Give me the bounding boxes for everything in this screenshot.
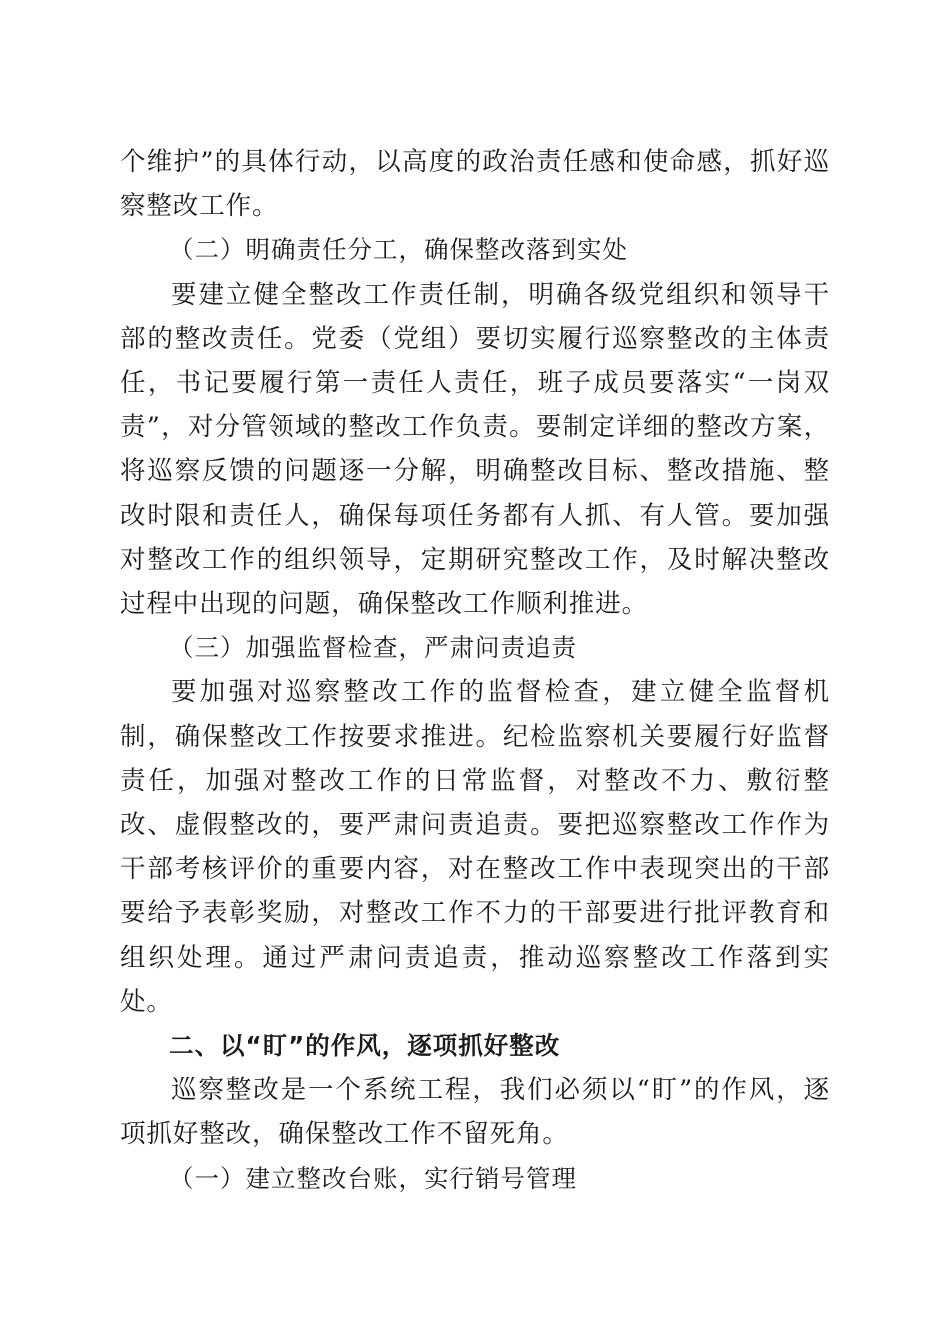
body-paragraph-system-project: 巡察整改是一个系统工程，我们必须以“盯”的作风，逐项抓好整改，确保整改工作不留死角。 — [120, 1075, 830, 1150]
section-heading-ding-style: 二、以“盯”的作风，逐项抓好整改 — [169, 1031, 561, 1061]
body-paragraph-responsibility: 要建立健全整改工作责任制，明确各级党组织和领导干部的整改责任。党委（党组）要切实履行巡察整改的主体责任，书记要履行第一责任人责任，班子成员要落实“一岗双责”，对分管领域的整改工作负责。要制定详细的整改方案，将巡察反馈的问题逐一分解，明确整改目标、整改措施、整改时限和责任人，确保每项任务都有人抓、有人管。要加强对整改工作的组织领导，定期研究整改工作，及时解决整改过程中出现的问题，确保整改工作顺利推进。 — [120, 279, 830, 620]
document-body — [120, 140, 830, 1201]
subheading-supervision: （三）加强监督检查，严肃问责追责 — [169, 633, 577, 663]
body-paragraph-continued: 个维护”的具体行动，以高度的政治责任感和使命感，抓好巡察整改工作。 — [120, 147, 830, 222]
subheading-ledger: （一）建立整改台账，实行销号管理 — [169, 1163, 577, 1193]
subheading-clarify-responsibility: （二）明确责任分工，确保整改落到实处 — [169, 235, 628, 265]
body-paragraph-supervision: 要加强对巡察整改工作的监督检查，建立健全监督机制，确保整改工作按要求推进。纪检监察机关要履行好监督责任，加强对整改工作的日常监督，对整改不力、敷衍整改、虚假整改的，要严肃问责追责。要把巡察整改工作作为干部考核评价的重要内容，对在整改工作中表现突出的干部要给予表彰奖励，对整改工作不力的干部要进行批评教育和组织处理。通过严肃问责追责，推动巡察整改工作落到实处。 — [120, 677, 830, 1017]
